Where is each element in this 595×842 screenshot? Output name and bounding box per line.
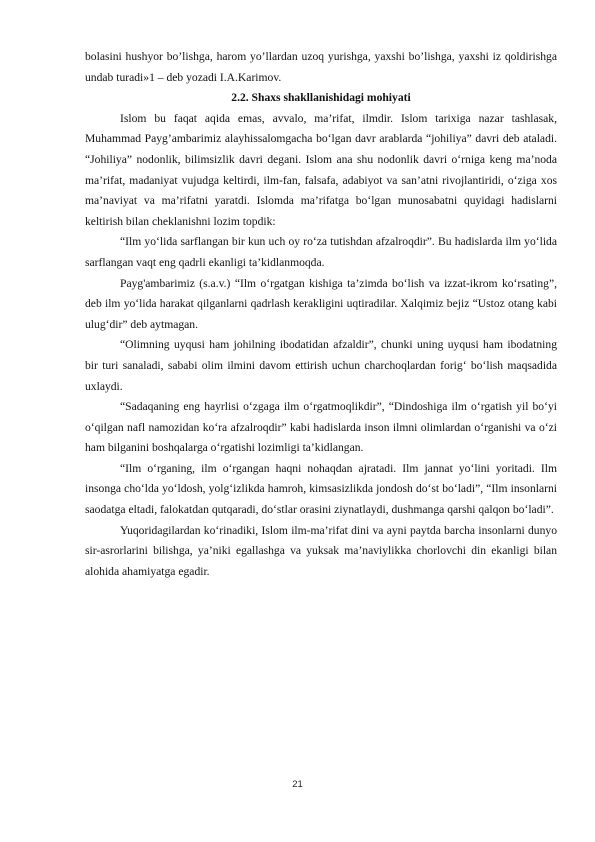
paragraph-2: “Ilm yo‘lida sarflangan bir kun uch oy ro‘za tutishdan afzalroqdir”. Bu hadislarda ilm yo‘lida sarflangan vaqt eng qadrli ekanligi ta’kidlanmoqda.	[85, 235, 557, 269]
paragraph-3: Payg'ambarimiz (s.a.v.) “Ilm o‘rgatgan kishiga ta’zimda bo‘lish va izzat-ikrom ko‘rsating”, deb ilm yo‘lida harakat qilganlarni qadrlash kerakligini uqtiradilar. Xalqimiz bejiz “Ustoz otang kabi ulug‘dir” deb aytmagan.	[85, 276, 557, 331]
paragraph-7: Yuqoridagilardan ko‘rinadiki, Islom ilm-ma’rifat dini va ayni paytda barcha insonlarni dunyo sir-asrorlarini bilishga, ya’niki egallashga va yuksak ma’naviylikka chorlovchi din ekanligi bilan alohida ahamiyatga egadir.	[85, 523, 557, 578]
document-page	[85, 47, 557, 582]
paragraph-1: Islom bu faqat aqida emas, avvalo, ma’rifat, ilmdir. Islom tarixiga nazar tashlasak, Muhammad Payg’ambarimiz alayhissalomgacha bo‘lgan davr arablarda “johiliya” davri deb ataladi. “Johiliya” nodonlik, bilimsizlik davri degani. Islom ana shu nodonlik davri o‘rniga keng ma’noda ma’rifat, madaniyat vujudga keltirdi, ilm-fan, falsafa, adabiyot va san’atni rivojlantiridi, o‘ziga xos ma’naviyat va ma’rifatni yaratdi. Islomda ma’rifatga bo‘lgan munosabatni quyidagi hadislarni keltirish bilan cheklanishni lozim topdik:	[85, 111, 557, 228]
paragraph-continuation: bolasini hushyor bo’lishga, harom yo’llardan uzoq yurishga, yaxshi bo’lishga, yaxshi iz qoldirishga undab turadi»1 – deb yozadi I.A.Karimov.	[85, 50, 557, 84]
paragraph-4: “Olimning uyqusi ham johilning ibodatidan afzaldir”, chunki uning uyqusi ham ibodatning bir turi sanaladi, sababi olim ilmini davom ettirish uchun charchoqlardan forig‘ bo‘lish maqsadida uxlaydi.	[85, 338, 557, 393]
section-heading: 2.2. Shaxs shakllanishidagi mohiyati	[231, 91, 411, 105]
page-number: 21	[292, 779, 303, 790]
paragraph-6: “Ilm o‘rganing, ilm o‘rgangan haqni nohaqdan ajratadi. Ilm jannat yo‘lini yoritadi. Ilm insonga cho‘lda yo‘ldosh, yolg‘izlikda hamroh, kimsasizlikda jondosh do‘st bo‘ladi”, “Ilm insonlarni saodatga eltadi, falokatdan qutqaradi, do‘stlar orasini ziynatlaydi, dushmanga qarshi qalqon bo‘ladi”.	[85, 461, 557, 517]
paragraph-5: “Sadaqaning eng hayrlisi o‘zgaga ilm o‘rgatmoqlikdir”, “Dindoshiga ilm o‘rgatish yil bo‘yi o‘qilgan nafl namozidan ko‘ra afzalroqdir” kabi hadislarda inson ilmni olimlardan o‘rganishi va o‘zi ham bilganini boshqalarga o‘rgatishi lozimligi ta’kidlangan.	[85, 400, 557, 455]
